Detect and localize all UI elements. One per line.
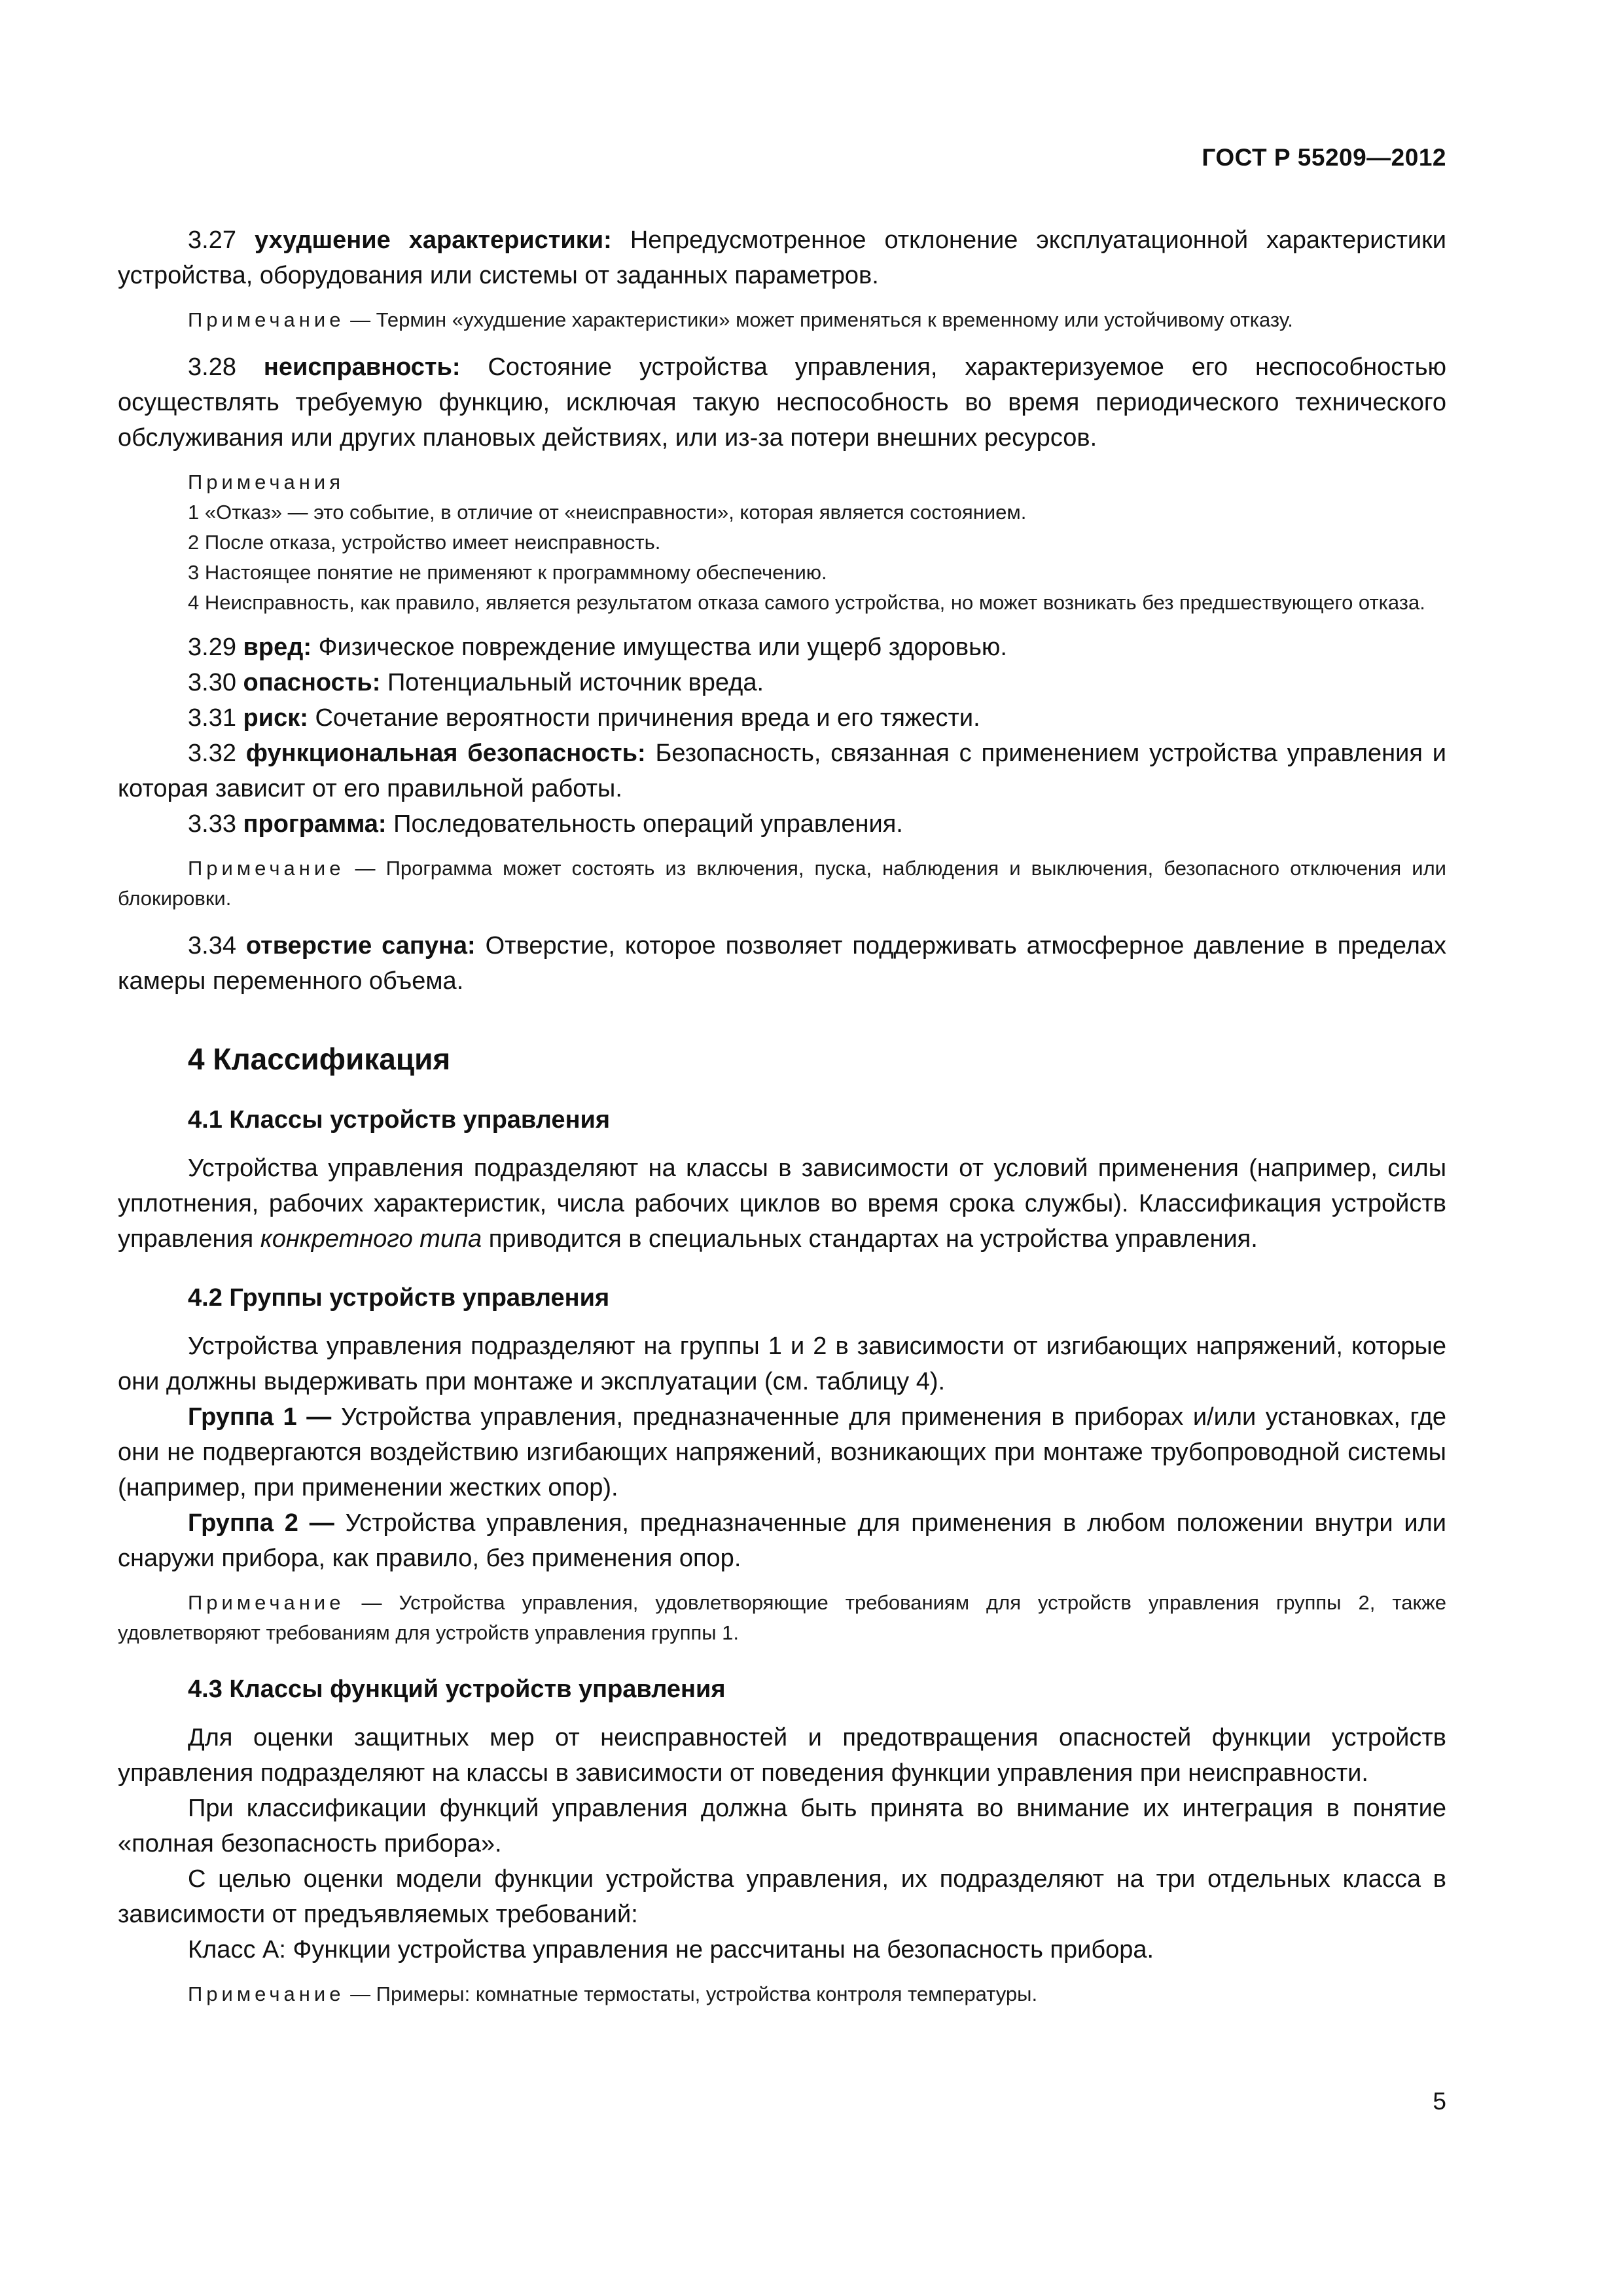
clause-number: 3.32 [188,740,236,767]
paragraph-4-3-4: Класс А: Функции устройства управления не рассчитаны на безопасность прибора. [188,1936,1154,1964]
definition-text: Безопасность, связанная с применением устройства управления и которая зависит от его правильной работы. [118,740,1446,802]
note-label: Примечание [188,1591,345,1614]
note-item: 3 Настоящее понятие не применяют к программному обеспечению. [188,561,827,584]
term: опасность: [243,669,381,696]
note-label: Примечание [188,1982,345,2005]
note-item: 4 Неисправность, как правило, является результатом отказа самого устройства, но может возникать без предшествующего отказа. [188,591,1425,614]
paragraph-4-3-3: С целью оценки модели функции устройства управления, их подразделяют на три отдельных класса в зависимости от предъявляемых требований: [118,1865,1446,1928]
definition-3-30 [118,665,1446,700]
clause-number: 3.34 [188,932,236,960]
definition-3-28 [118,350,1446,456]
notes-label: Примечания [188,471,344,493]
note-text: — Устройства управления, удовлетворяющие требованиям для устройств управления группы 2, также удовлетворяют требованиям для устройств управления группы 1. [118,1591,1446,1644]
group-text: Устройства управления, предназначенные для применения в любом положении внутри или снаружи прибора, как правило, без применения опор. [118,1509,1446,1572]
term: функциональная безопасность: [245,740,646,767]
paragraph-4-2: Устройства управления подразделяют на группы 1 и 2 в зависимости от изгибающих напряжений, которые они должны выдерживать при монтаже и эксплуатации (см. таблицу 4). [118,1333,1446,1395]
group-label: Группа 2 — [188,1509,334,1537]
subsection-heading-4-3: 4.3 Классы функций устройств управления [188,1676,726,1703]
definition-3-29 [118,630,1446,665]
note-3-27 [118,305,1446,335]
definition-3-31 [118,700,1446,736]
term: вред: [243,634,312,661]
group-2-description [118,1505,1446,1576]
clause-number: 3.33 [188,810,236,838]
paragraph-4-1 [118,1151,1446,1257]
definition-3-32 [118,736,1446,806]
page-content [118,223,1446,2009]
definition-text: Сочетание вероятности причинения вреда и его тяжести. [315,704,980,732]
term: программа: [243,810,387,838]
document-code: ГОСТ Р 55209—2012 [1202,144,1446,171]
definition-text: Состояние устройства управления, характеризуемое его неспособностью осуществлять требуемую функцию, исключая такую неспособность во время периодического технического обслуживания или других плановых действиях, или из-за потери внешних ресурсов. [118,353,1446,452]
note-item: 1 «Отказ» — это событие, в отличие от «неисправности», которая является состоянием. [188,501,1027,524]
note-3-33 [118,853,1446,914]
notes-label-3-28 [118,467,1446,497]
clause-number: 3.28 [188,353,236,381]
clause-number: 3.27 [188,226,236,254]
note-4-2 [118,1588,1446,1648]
section-heading-4: 4 Классификация [188,1042,451,1076]
definition-text: Последовательность операций управления. [393,810,903,838]
definition-3-27 [118,223,1446,293]
note-text: — Термин «ухудшение характеристики» может применяться к временному или устойчивому отказу. [350,308,1293,331]
italic-text: конкретного типа [260,1225,482,1253]
definition-3-34 [118,928,1446,999]
definition-text: Потенциальный источник вреда. [387,669,764,696]
note-item: 2 После отказа, устройство имеет неисправность. [188,531,661,554]
term: неисправность: [263,353,461,381]
subsection-heading-4-2: 4.2 Группы устройств управления [188,1284,610,1312]
definition-3-33 [118,806,1446,842]
group-text: Устройства управления, предназначенные для применения в приборах и/или установках, где они не подвергаются воздействию изгибающих напряжений, возникающих при монтаже трубопроводной системы (например, при применении жестких опор). [118,1403,1446,1501]
note-label: Примечание [188,857,345,880]
clause-number: 3.29 [188,634,236,661]
note-text: — Примеры: комнатные термостаты, устройства контроля температуры. [350,1982,1038,2005]
paragraph-text: приводится в специальных стандартах на устройства управления. [488,1225,1258,1253]
group-1-description [118,1399,1446,1505]
note-4-3 [118,1979,1446,2009]
term: риск: [243,704,308,732]
note-label: Примечание [188,308,345,331]
page-number: 5 [1433,2088,1446,2115]
definition-text: Физическое повреждение имущества или ущерб здоровью. [318,634,1007,661]
paragraph-text: Устройства управления подразделяют на классы в зависимости от условий применения (например, силы уплотнения, рабочих характеристик, числа рабочих циклов во время срока службы). Классификация устройств управления [118,1155,1446,1253]
definition-text: Отверстие, которое позволяет поддерживать атмосферное давление в пределах камеры переменного объема. [118,932,1447,995]
clause-number: 3.31 [188,704,236,732]
term: отверстие сапуна: [245,932,476,960]
subsection-heading-4-1: 4.1 Классы устройств управления [188,1106,611,1134]
paragraph-4-3-2: При классификации функций управления должна быть принята во внимание их интеграция в понятие «полная безопасность прибора». [118,1795,1446,1857]
paragraph-4-3-1: Для оценки защитных мер от неисправностей и предотвращения опасностей функции устройств управления подразделяют на классы в зависимости от поведения функции управления при неисправности. [118,1724,1446,1787]
term: ухудшение характеристики: [254,226,612,254]
note-text: — Программа может состоять из включения, пуска, наблюдения и выключения, безопасного отключения или блокировки. [118,857,1446,910]
clause-number: 3.30 [188,669,236,696]
group-label: Группа 1 — [188,1403,332,1431]
definition-text: Непредусмотренное отклонение эксплуатационной характеристики устройства, оборудования или системы от заданных параметров. [118,226,1447,289]
